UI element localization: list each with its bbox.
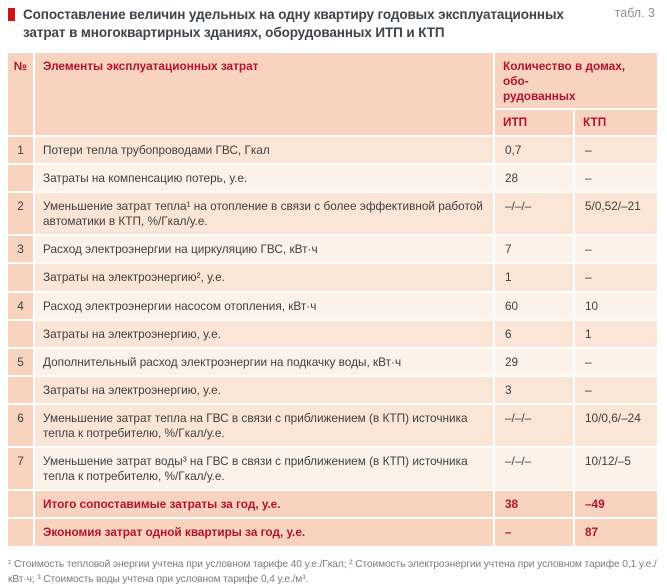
column-header-elements: Элементы эксплуатационных затрат	[35, 53, 495, 137]
table-header	[8, 53, 659, 137]
column-header-group	[495, 53, 659, 110]
row-itp-value: 7	[495, 236, 575, 264]
row-ktp-value: –	[575, 349, 659, 377]
total-row-ktp-value: –49	[575, 491, 659, 519]
row-number	[8, 321, 35, 349]
row-itp-value: 29	[495, 349, 575, 377]
row-ktp-value: 10	[575, 293, 659, 321]
table-caption	[8, 6, 659, 42]
red-square-bullet-icon	[8, 8, 15, 21]
row-label: Потери тепла трубопроводами ГВС, Гкал	[35, 137, 495, 165]
table-row	[8, 193, 659, 236]
total-row-label: Экономия затрат одной квартиры за год, у.е.	[35, 519, 495, 547]
row-ktp-value: 5/0,52/–21	[575, 193, 659, 236]
row-ktp-value: –	[575, 165, 659, 193]
column-header-group-line2: рудованных	[503, 89, 576, 103]
row-number: 3	[8, 236, 35, 264]
row-label: Уменьшение затрат воды³ на ГВС в связи с приближением (в КТП) источника тепла к потребителю, %/Гкал/у.е.	[35, 448, 495, 491]
table-body	[8, 137, 659, 548]
table-row	[8, 448, 659, 491]
row-label: Уменьшение затрат тепла¹ на отопление в связи с более эффективной работой автоматики в КТП, %/Гкал/у.е.	[35, 193, 495, 236]
row-number	[8, 165, 35, 193]
table-row	[8, 236, 659, 264]
table-total-row	[8, 491, 659, 519]
table-total-row	[8, 519, 659, 547]
row-label: Уменьшение затрат тепла на ГВС в связи с приближением (в КТП) источника тепла к потребителю, %/Гкал/у.е.	[35, 405, 495, 448]
row-number: 5	[8, 349, 35, 377]
row-ktp-value: –	[575, 377, 659, 405]
row-ktp-value: –	[575, 236, 659, 264]
column-header-number: №	[8, 53, 35, 137]
row-itp-value: –/–/–	[495, 405, 575, 448]
total-row-itp-value: –	[495, 519, 575, 547]
row-number	[8, 264, 35, 292]
row-itp-value: 6	[495, 321, 575, 349]
row-number	[8, 377, 35, 405]
row-label: Затраты на электроэнергию, у.е.	[35, 321, 495, 349]
table-row	[8, 405, 659, 448]
row-ktp-value: 1	[575, 321, 659, 349]
row-label: Затраты на компенсацию потерь, у.е.	[35, 165, 495, 193]
total-row-number	[8, 491, 35, 519]
row-ktp-value: –	[575, 137, 659, 165]
column-header-ktp: КТП	[575, 110, 659, 137]
row-itp-value: 1	[495, 264, 575, 292]
total-row-number	[8, 519, 35, 547]
row-number: 2	[8, 193, 35, 236]
column-header-group-line1: Количество в домах, обо-	[503, 59, 625, 88]
total-row-ktp-value: 87	[575, 519, 659, 547]
row-label: Затраты на электроэнергию², у.е.	[35, 264, 495, 292]
row-itp-value: 0,7	[495, 137, 575, 165]
row-number: 6	[8, 405, 35, 448]
page-title: Сопоставление величин удельных на одну квартиру годовых эксплуатационных затрат в многоквартирных зданиях, оборудованных ИТП и КТП	[23, 6, 575, 42]
row-number: 4	[8, 293, 35, 321]
footnotes: ¹ Стоимость тепловой энергии учтена при условном тарифе 40 у.е./Гкал; ² Стоимость электроэнергии учтена при условном тарифе 0,1 у.е./кВт·ч; ³ Стоимость воды учтена при условном тарифе 0,4 у.е./м³.	[8, 557, 659, 588]
column-header-itp: ИТП	[495, 110, 575, 137]
table-row	[8, 137, 659, 165]
comparison-table	[8, 53, 659, 548]
table-row	[8, 293, 659, 321]
row-itp-value: 28	[495, 165, 575, 193]
total-row-label: Итого сопоставимые затраты за год, у.е.	[35, 491, 495, 519]
table-row	[8, 377, 659, 405]
table-row	[8, 349, 659, 377]
row-itp-value: 60	[495, 293, 575, 321]
row-itp-value: 3	[495, 377, 575, 405]
row-number: 1	[8, 137, 35, 165]
table-row	[8, 264, 659, 292]
table-row	[8, 165, 659, 193]
row-ktp-value: 10/0,6/–24	[575, 405, 659, 448]
row-itp-value: –/–/–	[495, 193, 575, 236]
row-label: Расход электроэнергии на циркуляцию ГВС, кВт·ч	[35, 236, 495, 264]
row-ktp-value: 10/12/–5	[575, 448, 659, 491]
row-label: Дополнительный расход электроэнергии на подкачку воды, кВт·ч	[35, 349, 495, 377]
row-number: 7	[8, 448, 35, 491]
row-label: Затраты на электроэнергию, у.е.	[35, 377, 495, 405]
row-label: Расход электроэнергии насосом отопления, кВт·ч	[35, 293, 495, 321]
row-itp-value: –/–/–	[495, 448, 575, 491]
table-number-label: табл. 3	[615, 6, 655, 20]
total-row-itp-value: 38	[495, 491, 575, 519]
row-ktp-value: –	[575, 264, 659, 292]
table-row	[8, 321, 659, 349]
